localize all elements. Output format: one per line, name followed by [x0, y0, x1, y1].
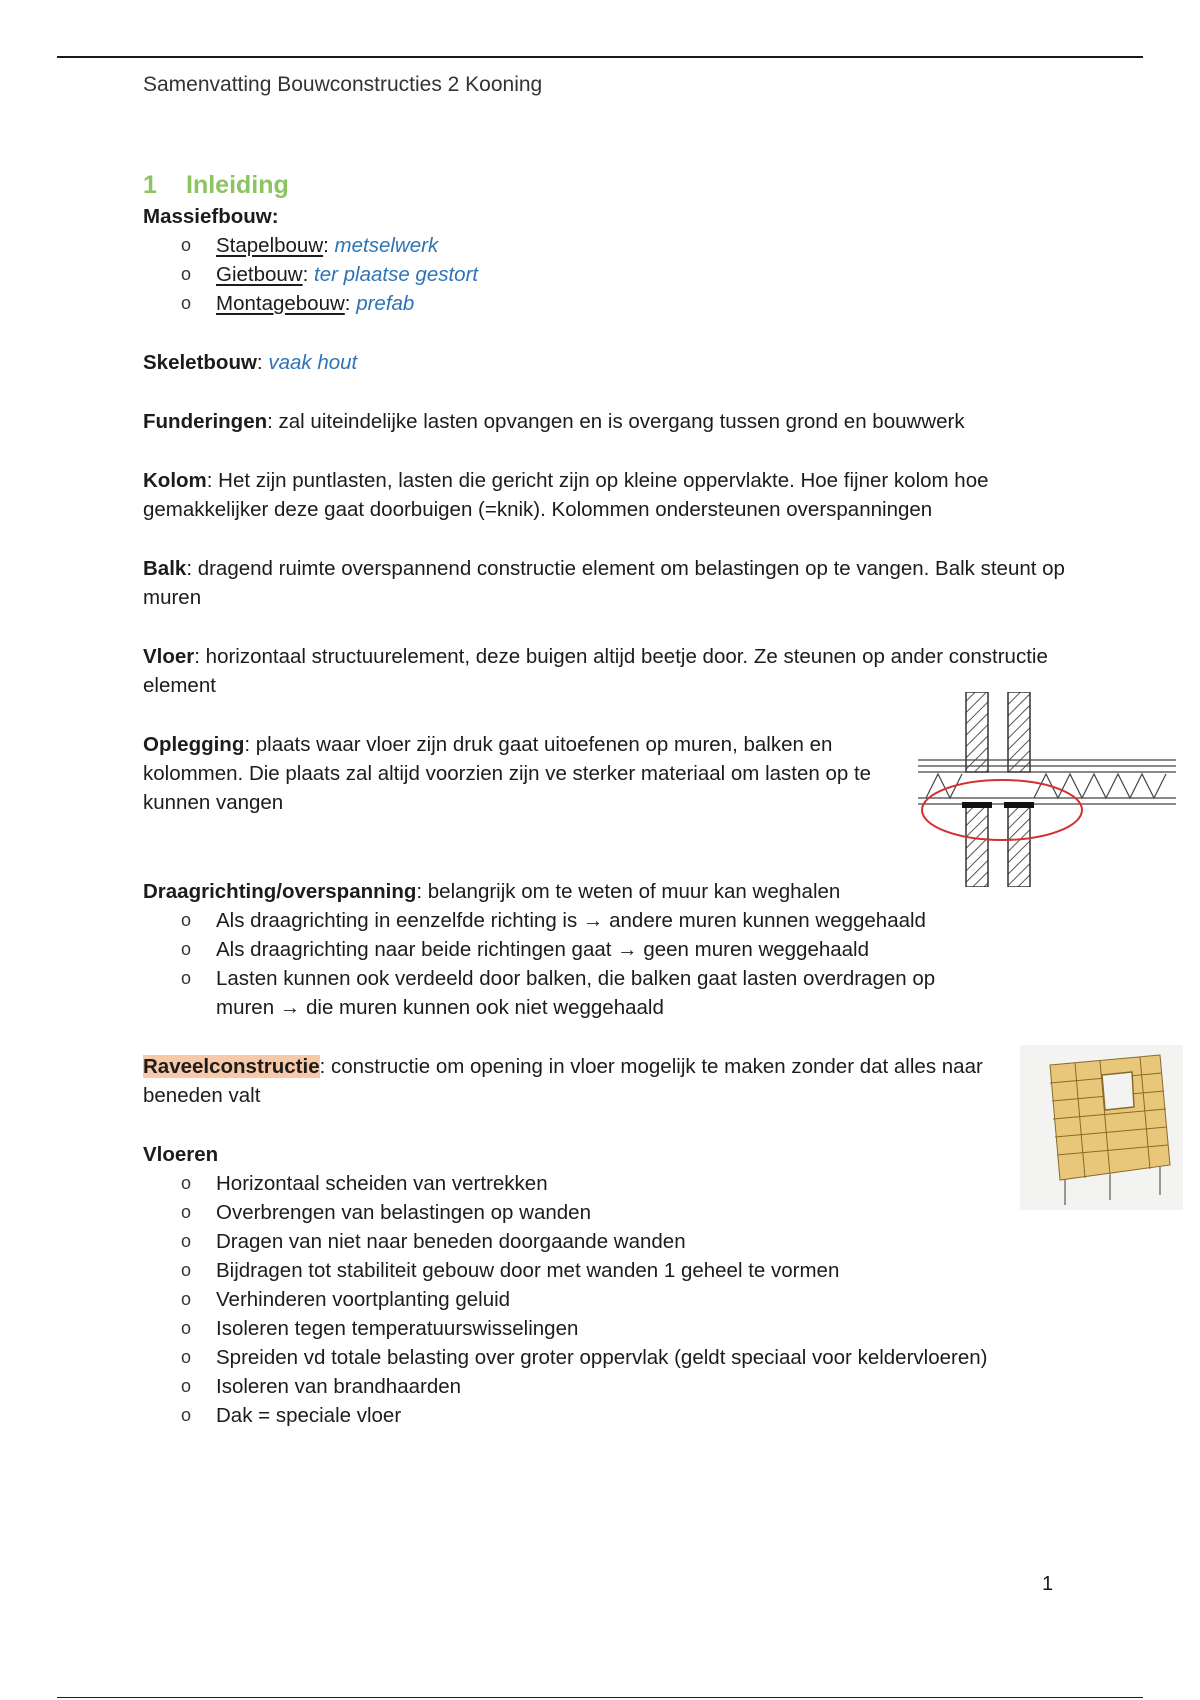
list-item	[143, 906, 1073, 935]
vloeren-term: Vloeren	[143, 1143, 219, 1166]
highlight-circle	[922, 780, 1082, 840]
bullet: o	[181, 1202, 192, 1222]
list-item	[143, 1401, 1073, 1430]
vloer-term: Vloer	[143, 645, 195, 668]
kolom-text: : Het zijn puntlasten, lasten die gericht zijn op kleine oppervlakte. Hoe fijner kolom hoe gemakkelijker deze gaat doorbuigen (=knik). Kolommen ondersteunen overspanningen	[143, 469, 989, 521]
draagrichting-list	[143, 906, 1073, 1022]
raveel-illustration	[1020, 1045, 1183, 1210]
balk-text: : dragend ruimte overspannend constructie element om belastingen op te vangen. Balk steunt op muren	[143, 557, 1065, 609]
list-item-value: ter plaatse gestort	[314, 263, 479, 286]
bearing-plates	[962, 802, 1034, 808]
list-item-text: Horizontaal scheiden van vertrekken	[216, 1172, 548, 1195]
list-item-text: Lasten kunnen ook verdeeld door balken, die balken gaat lasten overdragen op muren → die muren kunnen ook niet weggehaald	[216, 967, 936, 1019]
list-item	[143, 1227, 1073, 1256]
bullet: o	[181, 235, 192, 255]
list-item	[143, 1372, 1073, 1401]
list-item	[143, 1169, 1073, 1198]
draagrichting-term: Draagrichting/overspanning	[143, 880, 417, 903]
bullet: o	[181, 1260, 192, 1280]
footer-rule	[57, 1697, 1143, 1698]
funderingen-paragraph	[143, 407, 1073, 436]
oplegging-term: Oplegging	[143, 733, 245, 756]
raveel-paragraph	[143, 1052, 1003, 1110]
funderingen-term: Funderingen	[143, 410, 268, 433]
raveel-term: Raveelconstructie	[143, 1055, 320, 1078]
bullet: o	[181, 968, 192, 988]
kolom-term: Kolom	[143, 469, 207, 492]
oplegging-diagram	[918, 692, 1176, 887]
lower-wall-right	[1008, 807, 1030, 887]
bullet: o	[181, 1173, 192, 1193]
lower-wall-left	[966, 807, 988, 887]
bullet: o	[181, 1318, 192, 1338]
list-item	[143, 964, 936, 1022]
bullet: o	[181, 910, 192, 930]
oplegging-paragraph	[143, 730, 903, 817]
list-item: o Gietbouw: ter plaatse gestort	[143, 260, 1073, 289]
list-item-text: Bijdragen tot stabiliteit gebouw door met wanden 1 geheel te vormen	[216, 1259, 840, 1282]
list-item-text: Isoleren van brandhaarden	[216, 1375, 462, 1398]
list-item	[143, 1256, 1073, 1285]
bullet: o	[181, 1405, 192, 1425]
massiefbouw-list	[143, 231, 1073, 318]
list-item-text: Dak = speciale vloer	[216, 1404, 402, 1427]
bullet: o	[181, 1231, 192, 1251]
list-item: o Stapelbouw: metselwerk	[143, 231, 1073, 260]
vloer-text: : horizontaal structuurelement, deze buigen altijd beetje door. Ze steunen op ander constructie element	[143, 645, 1048, 697]
funderingen-text: : zal uiteindelijke lasten opvangen en is overgang tussen grond en bouwwerk	[267, 410, 965, 433]
list-item-text: Verhinderen voortplanting geluid	[216, 1288, 511, 1311]
list-item-text: Dragen van niet naar beneden doorgaande wanden	[216, 1230, 686, 1253]
list-item	[143, 1285, 1073, 1314]
section-number: 1	[143, 171, 157, 199]
list-item-text: Spreiden vd totale belasting over groter oppervlak (geldt speciaal voor keldervloeren)	[216, 1346, 988, 1369]
bullet: o	[181, 1376, 192, 1396]
oplegging-text: : plaats waar vloer zijn druk gaat uitoefenen op muren, balken en kolommen. Die plaats zal altijd voorzien zijn ve sterker materiaal om lasten op te kunnen vangen	[143, 733, 872, 814]
list-item	[143, 1343, 1073, 1372]
list-item-text: Als draagrichting naar beide richtingen gaat → geen muren weggehaald	[216, 938, 870, 961]
raveel-text: : constructie om opening in vloer mogelijk te maken zonder dat alles naar beneden valt	[143, 1055, 983, 1107]
list-item-text: Isoleren tegen temperatuurswisselingen	[216, 1317, 579, 1340]
balk-term: Balk	[143, 557, 187, 580]
list-item-term: Stapelbouw	[216, 234, 324, 257]
vloeren-list	[143, 1169, 1073, 1430]
list-item-text: Als draagrichting in eenzelfde richting is → andere muren kunnen weggehaald	[216, 909, 926, 932]
skeletbouw-term: Skeletbouw	[143, 351, 257, 374]
header-rule	[57, 56, 1143, 58]
skeletbouw-paragraph: Skeletbouw: vaak hout	[143, 351, 358, 374]
list-item-text: Overbrengen van belastingen op wanden	[216, 1201, 591, 1224]
bullet: o	[181, 1347, 192, 1367]
bullet: o	[181, 293, 192, 313]
list-item	[143, 1198, 1073, 1227]
balk-paragraph	[143, 554, 1073, 612]
list-item	[143, 1314, 1073, 1343]
bullet: o	[181, 1289, 192, 1309]
list-item-term: Montagebouw	[216, 292, 345, 315]
page-number: 1	[1042, 1573, 1054, 1595]
bullet: o	[181, 939, 192, 959]
section-heading	[143, 168, 1073, 202]
kolom-paragraph	[143, 466, 1073, 524]
skeletbouw-value: vaak hout	[268, 351, 358, 374]
list-item-value: prefab	[356, 292, 415, 315]
bullet: o	[181, 264, 192, 284]
massiefbouw-term: Massiefbouw:	[143, 205, 279, 228]
list-item	[143, 935, 1073, 964]
floor-slab	[918, 760, 1176, 804]
list-item-term: Gietbouw	[216, 263, 303, 286]
section-title: Inleiding	[186, 171, 289, 199]
list-item-value: metselwerk	[334, 234, 439, 257]
page-header: Samenvatting Bouwconstructies 2 Kooning	[143, 73, 543, 96]
floor-opening	[1102, 1072, 1134, 1110]
list-item: o Montagebouw: prefab	[143, 289, 1073, 318]
draagrichting-text: : belangrijk om te weten of muur kan weghalen	[416, 880, 841, 903]
